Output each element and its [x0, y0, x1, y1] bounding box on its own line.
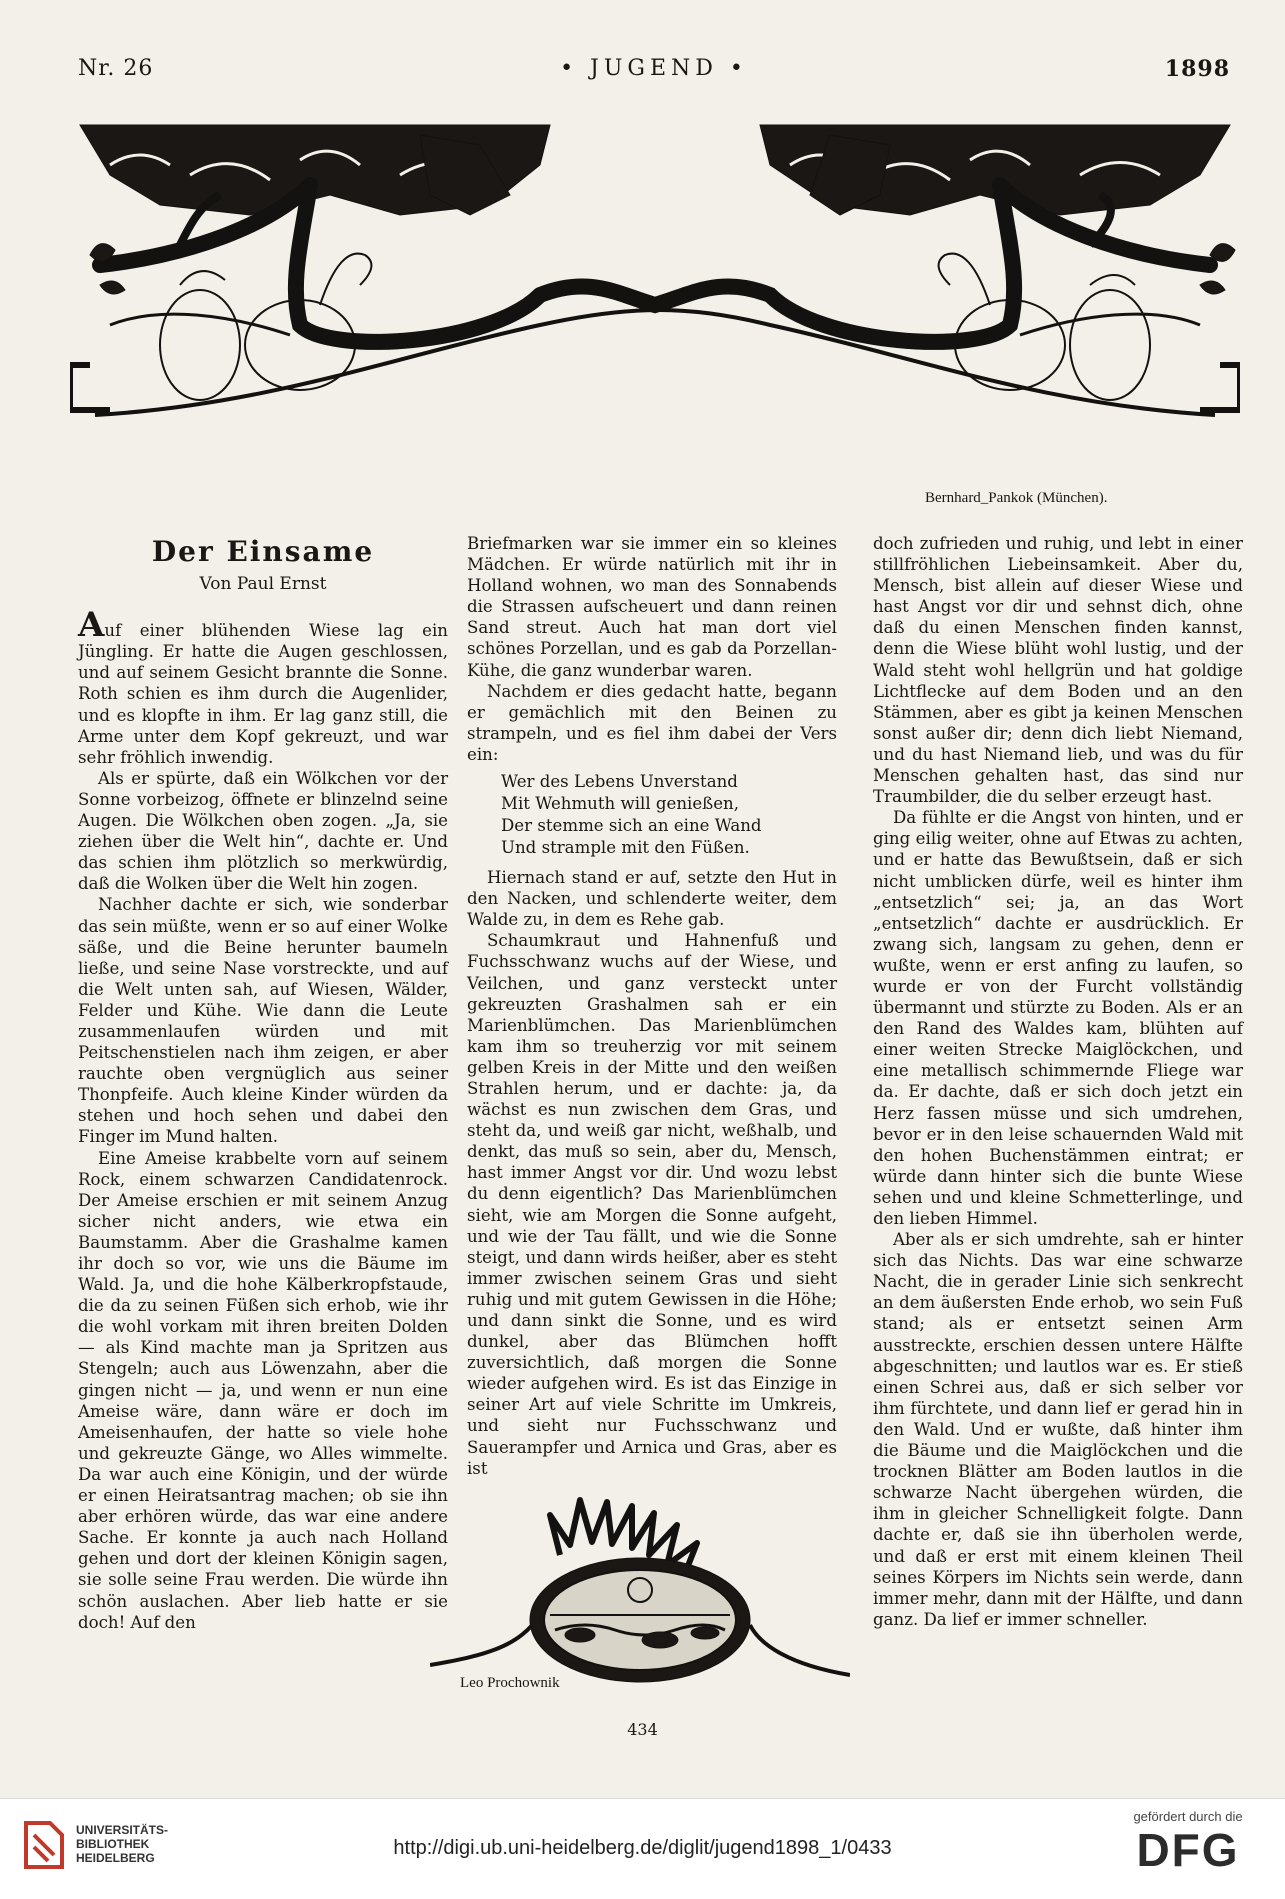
verse — [501, 771, 837, 859]
dfg-logo: DFG — [1136, 1824, 1240, 1876]
paragraph: doch zufrieden und ruhig, und lebt in einer stillfröhlichen Liebeinsamkeit. Aber du, Mensch, bist allein auf dieser Wiese und hast Angst vor dir und sehnst dich, ohne daß du einen Menschen finden kannst, denn die Wiese blüht wohl lustig, und der Wald steht wohl hellgrün und hat goldige Lichtflecke auf dem Boden und an den Stämmen, aber es gibt ja keinen Menschen sonst außer dir; denn dich liebt Niemand, und du hast Niemand lieb, und was du für Menschen gehalten hast, das sind nur Traumbilder, die du selber erzeugt hast. — [873, 534, 1243, 807]
paragraph: Nachdem er dies gedacht hatte, begann er gemächlich mit den Beinen zu strampeln, und es fiel ihm dabei der Vers ein: — [467, 681, 837, 764]
footer-bar — [0, 1798, 1285, 1899]
journal-name: • JUGEND • — [560, 56, 748, 81]
vignette-credit: Bernhard_Pankok (München). — [925, 490, 1108, 506]
university-name: UNIVERSITÄTS- BIBLIOTHEK HEIDELBERG — [76, 1823, 169, 1865]
sponsor-logo[interactable] — [1113, 1809, 1263, 1889]
paragraph: Auf einer blühenden Wiese lag ein Jüngling. Er hatte die Augen geschlossen, und auf seinem Gesicht brannte die Sonne. Roth schien es ihm durch die Augenlider, und es klopfte in ihm. Er lag ganz still, die Arme unter dem Kopf gekreuzt, und war sehr fröhlich inwendig. — [78, 605, 448, 767]
article-byline: Von Paul Ernst — [199, 574, 327, 595]
illustration-credit: Leo Prochownik — [460, 1675, 560, 1691]
paragraph: Eine Ameise krabbelte vorn auf seinem Rock, einem schwarzen Candidatenrock. Der Ameise erschien er mit seinem Anzug sicher nicht anders, wie etwa ein Baumstamm. Aber die Grashalme kamen ihr doch so vor, wie uns die Bäume im Wald. Ja, und die hohe Kälberkropfstaude, die da zu seinen Füßen sich erhob, wie ihr die wohl vorkam mit ihren breiten Dolden — als Kind machte man ja Spritzen aus Stengeln; auch aus Löwenzahn, aber die gingen nicht — ja, und wenn er nun eine Ameise wäre, dann wäre er doch im Ameisenhaufen, der hatte so viele hohe und gekreuzte Gänge, wo Alles wimmelte. Da war auch eine Königin, und der würde er einen Heiratsantrag machen; ob sie ihn aber erhören würde, das war eine andere Sache. Er konnte ja auch nach Holland gehen und dort der kleinen Königin sagen, sie solle seine Frau werden. Die würde ihn schön auslachen. Aber lieb hatte er sie doch! Auf den — [78, 1148, 448, 1632]
page-number: 434 — [627, 1720, 658, 1739]
running-head — [78, 56, 1230, 86]
paragraph: Aber als er sich umdrehte, sah er hinter sich das Nichts. Das war eine schwarze Nacht, die in gerader Linie sich senkrecht an dem äußersten Ende erhob, wo sein Fuß stand; als er entsetzt seinen Arm ausstreckte, erschien dessen untere Hälfte abgeschnitten; und lautlos war es. Er stieß einen Schrei aus, daß er sich selber vor ihm fürchtete, und dann lief er gerad hin in den Wald. Und er wußte, daß hinter ihm die Bäume und die Maiglöckchen und die trocknen Blätter am Boden lautlos in die schwarze Nacht übergehen würden, die ihm in gleicher Schnelligkeit folgte. Dann dachte er, daß sie ihn überholen werde, und daß er erst mit einem kleinen Theil seines Körpers im Nichts sein werde, dann immer mehr, dann mit der Hälfte, und dann ganz. Da lief er immer schneller. — [873, 1230, 1243, 1629]
paragraph: Da fühlte er die Angst von hinten, und er ging eilig weiter, ohne auf Etwas zu achten, und er hatte das Bewußtsein, daß er sich nicht umblicken dürfe, weil es hinter ihm „entsetzlich“ sei; ja, an das Wort „entsetzlich“ dachte er ausdrücklich. Er zwang sich, langsam zu gehen, denn er wußte, wenn er erst anfing zu laufen, so wurde er von der Furcht vollständig übermannt und stürzte zu Boden. Als er an den Rand des Waldes kam, blühten auf einer weiten Strecke Maiglöckchen, und eine metallisch schimmernde Fliege war da. Er dachte, daß er sich doch jetzt ein Herz fassen müsse und sich umdrehen, bevor er in den leise schauernden Wald mit den hohen Buchenstämmen eintrat; er würde dann hinter sich die bunte Wiese sehen und und kleine Schmetterlinge, und den lieben Himmel. — [873, 808, 1243, 1228]
article-title: Der Einsame — [151, 535, 375, 568]
column-1 — [78, 533, 448, 1633]
year: 1898 — [1164, 56, 1230, 82]
art-nouveau-vignette — [70, 105, 1240, 505]
issue-number: Nr. 26 — [78, 56, 154, 81]
verse-line: Mit Wehmuth will genießen, — [501, 794, 740, 814]
verse-line: Der stemme sich an eine Wand — [501, 816, 762, 836]
drop-cap: A — [78, 605, 105, 646]
paragraph: Briefmarken war sie immer ein so kleines Mädchen. Er würde natürlich mit ihr in Holland wohnen, wo man des Sonnabends die Strassen aufscheuert und dann reinen Sand streut. Auch hat man dort viel schönes Porzellan, und es gab da Porzellan-Kühe, die ganz wunderbar waren. — [467, 534, 837, 680]
paragraph: Schaumkraut und Hahnenfuß und Fuchsschwanz wuchs auf der Wiese, und Veilchen, und ganz versteckt unter gekreuzten Grashalmen sah er ein Marienblümchen. Das Marienblümchen kam ihm so treuherzig vor mit seinem gelben Kreis in der Mitte und den weißen Strahlen herum, und er dachte: ja, da wächst es nun zwischen dem Gras, und steht da, und weiß gar nicht, weßhalb, und denkt, das muß so sein, aber du, Mensch, hast immer Angst vor dir. Und wozu lebst du denn eigentlich? Das Marienblümchen sieht, wie am Morgen die Sonne aufgeht, und wie der Tau fällt, und wie die Sonne steigt, und dann wirds heißer, aber es steht immer zwischen seinem Gras und sieht ruhig und mit gutem Gewissen in die Höhe; und dann sinkt die Sonne, und es wird dunkel, aber das Blümchen hofft zuversichtlich, daß morgen die Sonne wieder aufgehen wird. Es ist das Einzige in seiner Art auf viele Schritte im Umkreis, und sieht nur Fuchsschwanz und Sauerampfer und Arnica und Gras, aber es ist — [467, 931, 837, 1478]
source-url[interactable]: http://digi.ub.uni-heidelberg.de/diglit/jugend1898_1/0433 — [393, 1837, 892, 1859]
sponsor-note: gefördert durch die — [1133, 1809, 1243, 1824]
verse-line: Und strample mit den Füßen. — [501, 838, 750, 858]
paragraph: Nachher dachte er sich, wie sonderbar das sein müßte, wenn er so auf einer Wolke säße, und die Beine herunter baumeln ließe, und seine Nase vorstreckte, und auf die Welt unten sah, auf Wiesen, Wälder, Felder und Kühe. Wie dann die Leute zusammenlaufen würden und mit Peitschenstielen nach ihm zeigen, er aber rauchte oben vergnüglich aus seiner Thonpfeife. Auch kleine Kinder würden da stehen und hoch sehen und dabei den Finger im Mund halten. — [78, 895, 448, 1147]
sun-landscape-illustration — [430, 1495, 850, 1700]
paragraph: Als er spürte, daß ein Wölkchen vor der Sonne vorbeizog, öffnete er blinzelnd seine Augen. Die Wölkchen oben zogen. „Ja, sie ziehen über die Welt hin“, dachte er. Und das schien ihm plötzlich so merkwürdig, daß die Wolken über die Welt hin zogen. — [78, 768, 448, 894]
verse-line: Wer des Lebens Unverstand — [501, 772, 738, 792]
column-3 — [873, 533, 1243, 1630]
paragraph: Hiernach stand er auf, setzte den Hut in den Nacken, und schlenderte weiter, dem Walde zu, in dem es Rehe gab. — [467, 868, 837, 930]
column-2 — [467, 533, 837, 1479]
